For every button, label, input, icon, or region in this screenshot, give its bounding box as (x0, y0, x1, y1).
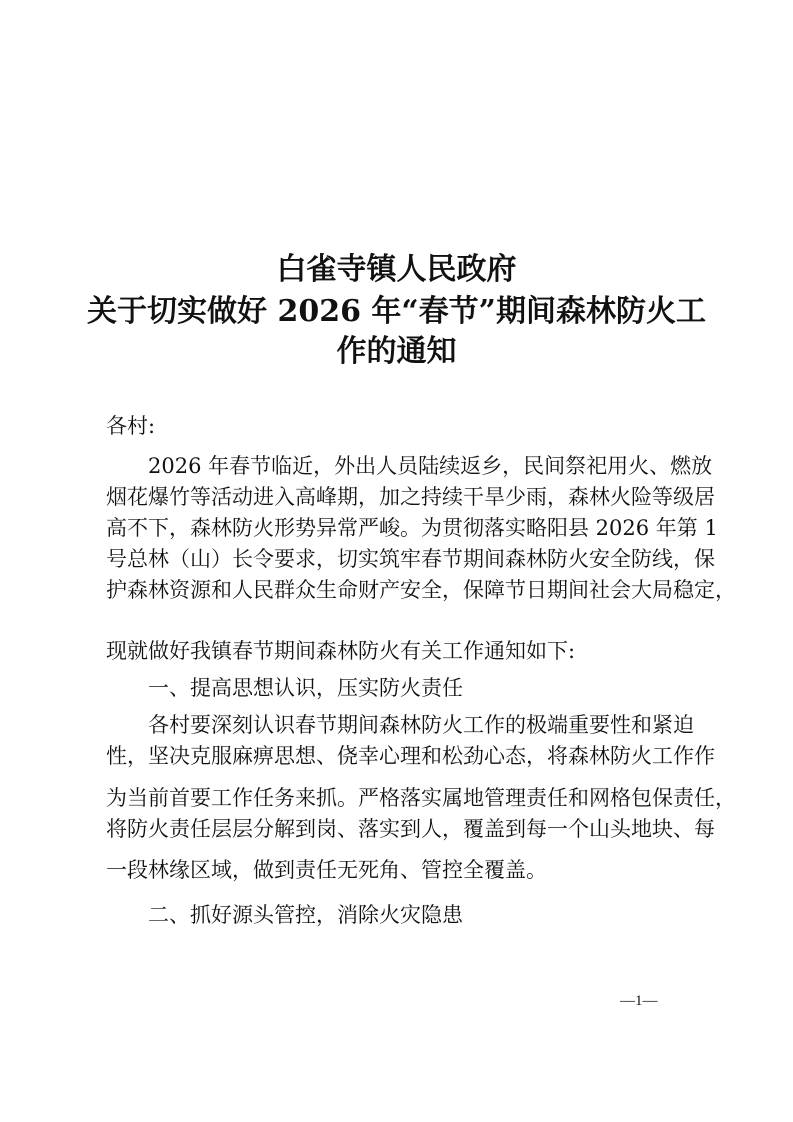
intro-paragraph-line: 2026 年春节临近，外出人员陆续返乡，民间祭祀用火、燃放 (148, 454, 713, 478)
intro-paragraph-line: 高不下，森林防火形势异常严峻。为贯彻落实略阳县 2026 年第 1 (106, 516, 718, 540)
intro-paragraph-line: 护森林资源和人民群众生命财产安全，保障节日期间社会大局稳定， (106, 578, 736, 602)
section-1-paragraph-line: 为当前首要工作任务来抓。严格落实属地管理责任和网格包保责任， (106, 786, 736, 810)
page-number: —1— (620, 993, 658, 1009)
document-title-line-1: 白雀寺镇人民政府 (276, 252, 517, 287)
document-title-line-3: 作的通知 (336, 334, 457, 369)
section-1-heading: 一、提高思想认识，压实防火责任 (148, 676, 463, 700)
salutation: 各村: (106, 414, 156, 438)
section-2-heading: 二、抓好源头管控，消除火灾隐患 (148, 903, 463, 927)
section-1-paragraph-line: 将防火责任层层分解到岗、落实到人，覆盖到每一个山头地块、每 (106, 817, 715, 841)
document-title-line-2: 关于切实做好 2026 年“春节”期间森林防火工 (87, 294, 706, 329)
section-1-paragraph-line: 一段林缘区域，做到责任无死角、管控全覆盖。 (106, 858, 547, 882)
intro-paragraph-line: 现就做好我镇春节期间森林防火有关工作通知如下: (106, 639, 576, 663)
intro-paragraph-line: 烟花爆竹等活动进入高峰期，加之持续干旱少雨，森林火险等级居 (106, 485, 715, 509)
section-1-paragraph-line: 各村要深刻认识春节期间森林防火工作的极端重要性和紧迫 (148, 713, 694, 737)
intro-paragraph-line: 号总林（山）长令要求，切实筑牢春节期间森林防火安全防线，保 (106, 547, 715, 571)
section-1-paragraph-line: 性，坚决克服麻痹思想、侥幸心理和松劲心态，将森林防火工作作 (106, 744, 715, 768)
